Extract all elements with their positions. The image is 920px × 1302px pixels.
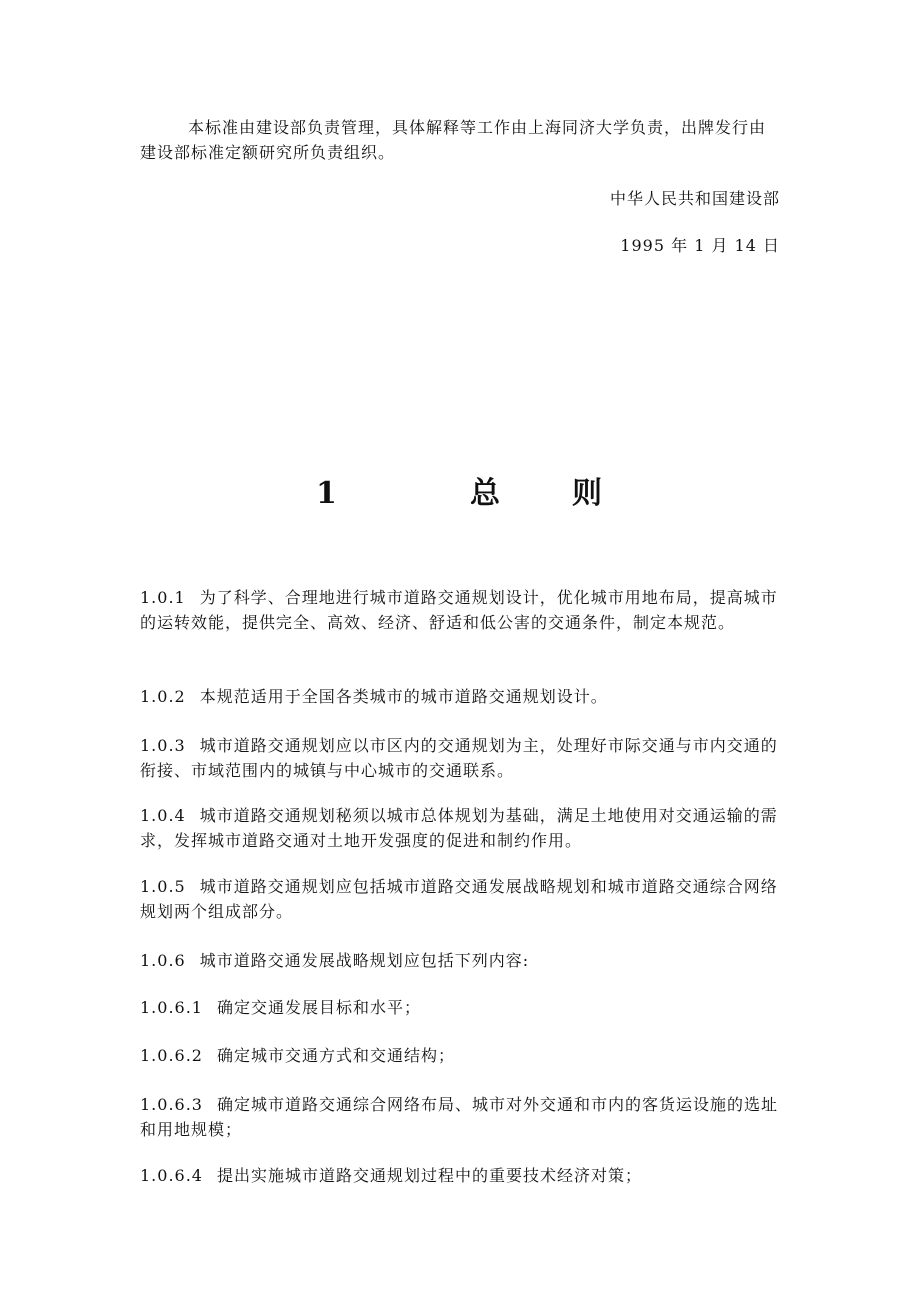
clause-number: 1.0.2	[140, 687, 186, 706]
intro-paragraph: 本标准由建设部负责管理，具体解释等工作由上海同济大学负责，出牌发行由建设部标准定额研究所负责组织。	[140, 118, 767, 162]
clause-text: 确定交通发展目标和水平；	[216, 998, 421, 1017]
clause-number: 1.0.6.3	[140, 1095, 203, 1114]
clause-1-0-6-3	[140, 1092, 780, 1142]
clause-text: 为了科学、合理地进行城市道路交通规划设计，优化城市用地布局，提高城市的运转效能，提供完全、高效、经济、舒适和低公害的交通条件，制定本规范。	[140, 588, 778, 632]
chapter-title-char-1: 总	[470, 476, 500, 511]
clause-number: 1.0.6	[140, 951, 186, 970]
document-page	[140, 0, 780, 1302]
clause-text: 城市道路交通规划应包括城市道路交通发展战略规划和城市道路交通综合网络规划两个组成部分。	[140, 877, 778, 921]
clause-number: 1.0.3	[140, 736, 186, 755]
clause-text: 提出实施城市道路交通规划过程中的重要技术经济对策；	[216, 1166, 642, 1185]
clause-text: 确定城市道路交通综合网络布局、城市对外交通和市内的客货运设施的选址和用地规模；	[140, 1095, 778, 1139]
clause-text: 城市道路交通规划应以市区内的交通规划为主，处理好市际交通与市内交通的衔接、市域范围内的城镇与中心城市的交通联系。	[140, 736, 778, 780]
clause-number: 1.0.6.2	[140, 1046, 203, 1065]
clause-1-0-5	[140, 874, 780, 924]
clause-1-0-3	[140, 733, 780, 783]
clause-text: 本规范适用于全国各类城市的城市道路交通规划设计。	[199, 687, 608, 706]
clause-number: 1.0.4	[140, 806, 186, 825]
clause-1-0-6	[140, 948, 780, 973]
chapter-title-char-2: 则	[572, 476, 602, 511]
clause-text: 确定城市交通方式和交通结构；	[216, 1046, 455, 1065]
clause-number: 1.0.6.1	[140, 998, 203, 1017]
clause-1-0-6-4	[140, 1163, 780, 1188]
chapter-heading	[140, 474, 780, 514]
clause-text: 城市道路交通发展战略规划应包括下列内容:	[199, 951, 530, 970]
clause-number: 1.0.5	[140, 877, 186, 896]
clause-1-0-1	[140, 585, 780, 635]
clause-number: 1.0.6.4	[140, 1166, 203, 1185]
issuer-signature: 中华人民共和国建设部	[609, 189, 780, 208]
clause-1-0-6-2	[140, 1043, 780, 1068]
clause-1-0-6-1	[140, 995, 780, 1020]
clause-1-0-4	[140, 803, 780, 853]
chapter-number: 1	[316, 476, 337, 511]
clause-text: 城市道路交通规划秘须以城市总体规划为基础，满足土地使用对交通运输的需求，发挥城市道路交通对土地开发强度的促进和制约作用。	[140, 806, 778, 850]
clause-1-0-2	[140, 684, 780, 709]
issue-date: 1995 年 1 月 14 日	[620, 236, 780, 255]
clause-number: 1.0.1	[140, 588, 186, 607]
